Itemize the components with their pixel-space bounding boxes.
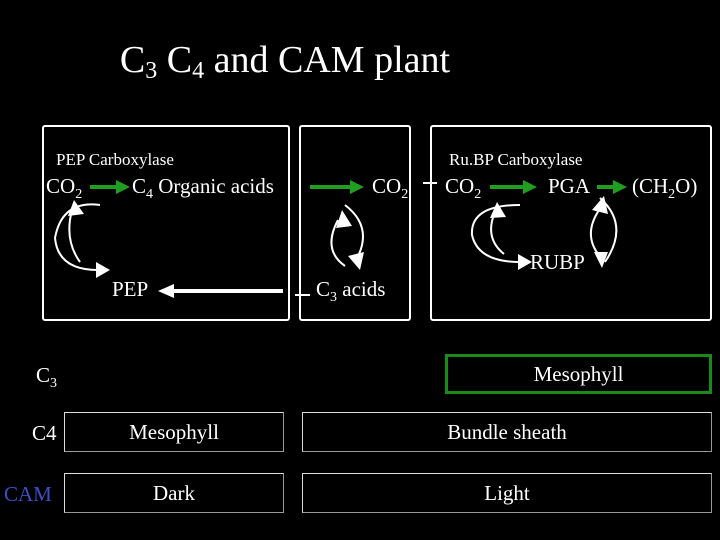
ch2o-label: $(CH_2O)$ [632, 174, 698, 202]
co2-middle: $CO_2$ [372, 174, 409, 202]
page-title: $C_3$ $C_4$ and CAM plant [119, 39, 451, 84]
cycle-arrows-left [55, 200, 110, 278]
cycle-arrows-rubp-co2 [472, 202, 532, 270]
rubp-label: RUBP [530, 250, 585, 274]
row-label-c3: $C_3$ [36, 363, 58, 391]
cam-light-box: Light [302, 473, 712, 513]
cam-dark-box: Dark [64, 473, 284, 513]
c4-organic-acids-label: $C_4$ Organic acids [132, 174, 274, 202]
pep-label: PEP [112, 277, 149, 301]
row-label-cam: CAM [4, 482, 52, 506]
pga-label: PGA [548, 174, 591, 198]
pep-carboxylase-label: PEP Carboxylase [56, 150, 174, 169]
white-arrow-c3acids-to-pep [158, 284, 283, 298]
cycle-arrows-pga-rubp [591, 196, 616, 268]
co2-right: $CO_2$ [445, 174, 482, 202]
c4-bundle-sheath-box: Bundle sheath [302, 412, 712, 452]
co2-left: $CO_2$ [46, 174, 83, 202]
green-arrow-c4-to-co2 [310, 180, 364, 194]
green-arrow-pga-to-ch2o [597, 180, 627, 194]
green-arrow-co2-to-pga [490, 180, 537, 194]
c3-acids-label: $C_3$ acids [316, 277, 386, 305]
cycle-arrows-middle [331, 205, 364, 270]
c4-mesophyll-box: Mesophyll [64, 412, 284, 452]
rubp-carboxylase-label: Ru.BP Carboxylase [449, 150, 583, 169]
c3-mesophyll-box: Mesophyll [445, 354, 712, 394]
green-arrow-co2-to-c4 [90, 180, 130, 194]
row-label-c4: C4 [32, 421, 57, 445]
